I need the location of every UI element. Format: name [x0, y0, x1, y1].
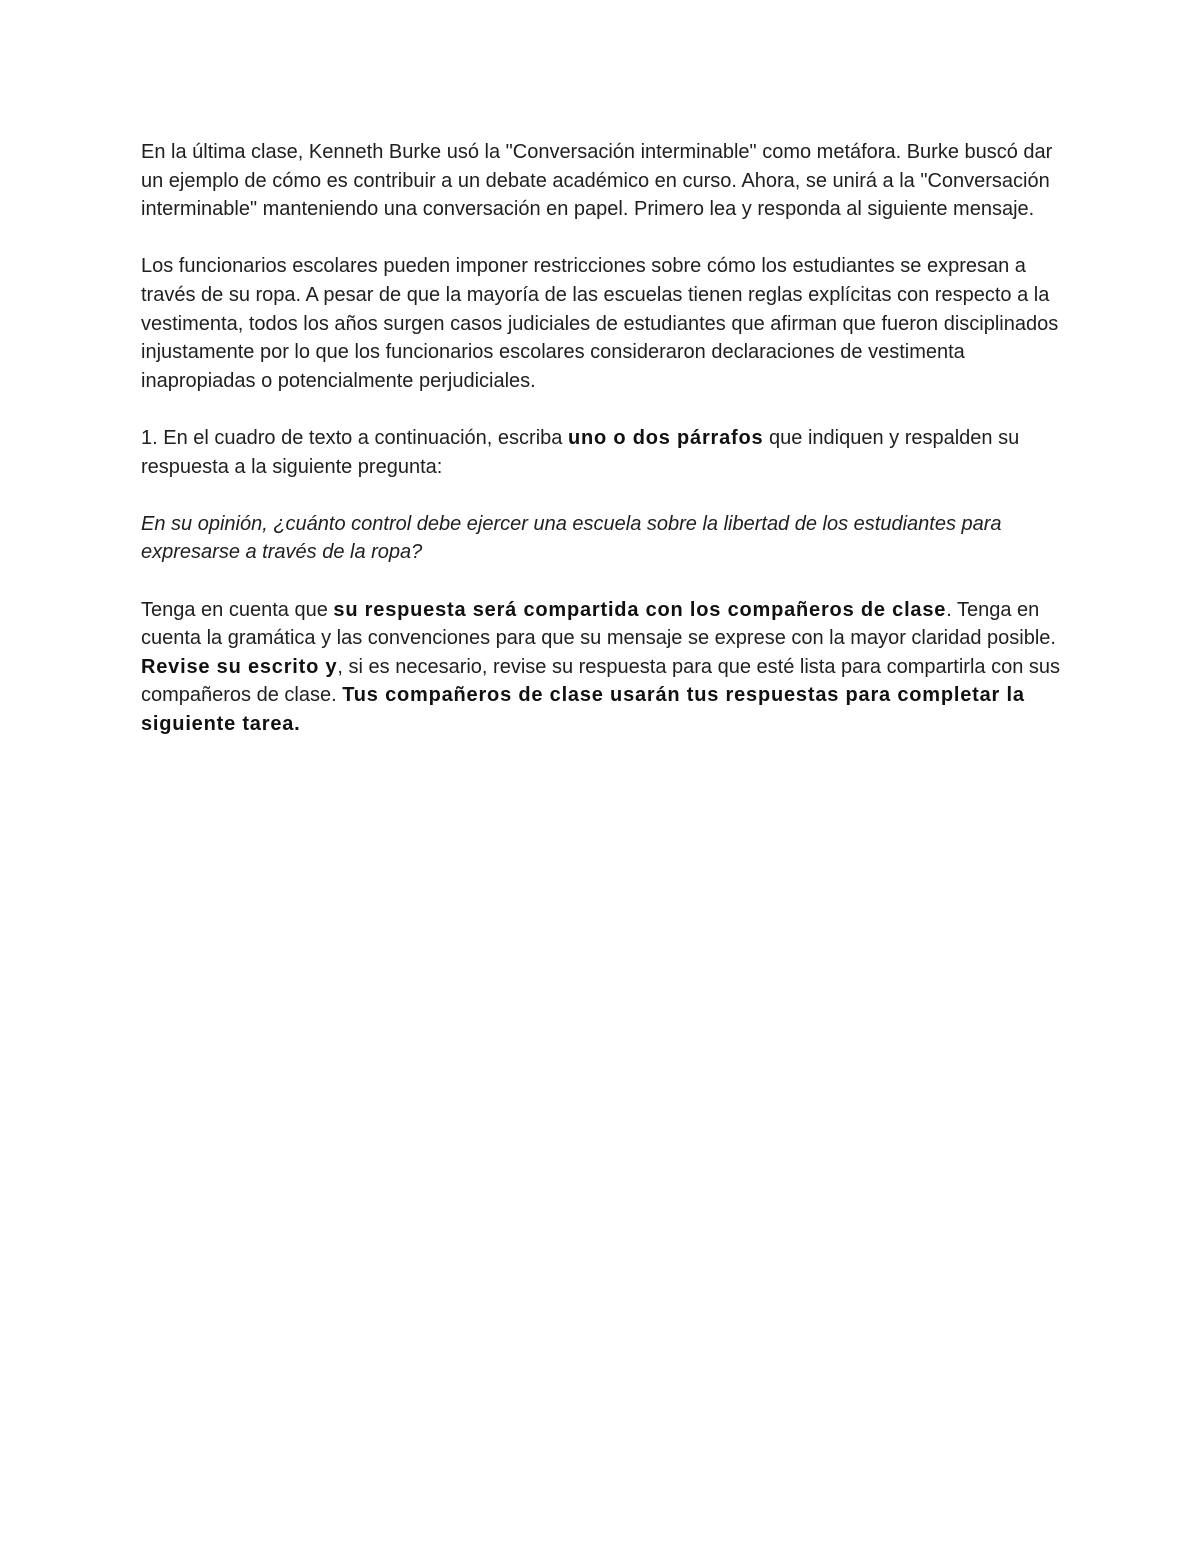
- note-text-3: , si es necesario, revise su respuesta para que esté lista para compartirla con sus compañeros de clase.: [141, 655, 1060, 707]
- note-text-1: Tenga en cuenta que: [141, 598, 334, 621]
- instruction-bold-text: uno o dos párrafos: [567, 426, 764, 449]
- instruction-text-2: que indiquen y respalden su respuesta a la siguiente pregunta:: [141, 426, 1020, 478]
- intro-paragraph: En la última clase, Kenneth Burke usó la "Conversación interminable" como metáfora. Burke buscó dar un ejemplo de cómo es contribuir a un debate académico en curso. Ahora, se unirá a la "Conversación interminable" manteniendo una conversación en papel. Primero lea y responda al siguiente mensaje.: [141, 141, 1053, 221]
- note-paragraph: [141, 596, 1066, 739]
- question-text: En su opinión, ¿cuánto control debe ejercer una escuela sobre la libertad de los estudiantes para expresarse a través de la ropa?: [141, 512, 1002, 564]
- question-paragraph: [141, 510, 1066, 567]
- note-bold-text-1: su respuesta será compartida con los compañeros de clase: [333, 598, 947, 621]
- note-bold-text-2: Revise su escrito y: [141, 655, 338, 678]
- document-body: [141, 138, 1066, 767]
- note-bold-text-3: Tus compañeros de clase usarán tus respuestas para completar la siguiente tarea.: [141, 684, 1025, 735]
- context-paragraph: Los funcionarios escolares pueden imponer restricciones sobre cómo los estudiantes se expresan a través de su ropa. A pesar de que la mayoría de las escuelas tienen reglas explícitas con respecto a la vestimenta, todos los años surgen casos judiciales de estudiantes que afirman que fueron disciplinados injustamente por lo que los funcionarios escolares consideraron declaraciones de vestimenta inapropiadas o potencialmente perjudiciales.: [141, 255, 1059, 392]
- note-text-2: . Tenga en cuenta la gramática y las convenciones para que su mensaje se exprese con la mayor claridad posible.: [141, 598, 1056, 650]
- instruction-text-1: 1. En el cuadro de texto a continuación, escriba: [141, 426, 568, 449]
- instruction-paragraph: [141, 424, 1066, 481]
